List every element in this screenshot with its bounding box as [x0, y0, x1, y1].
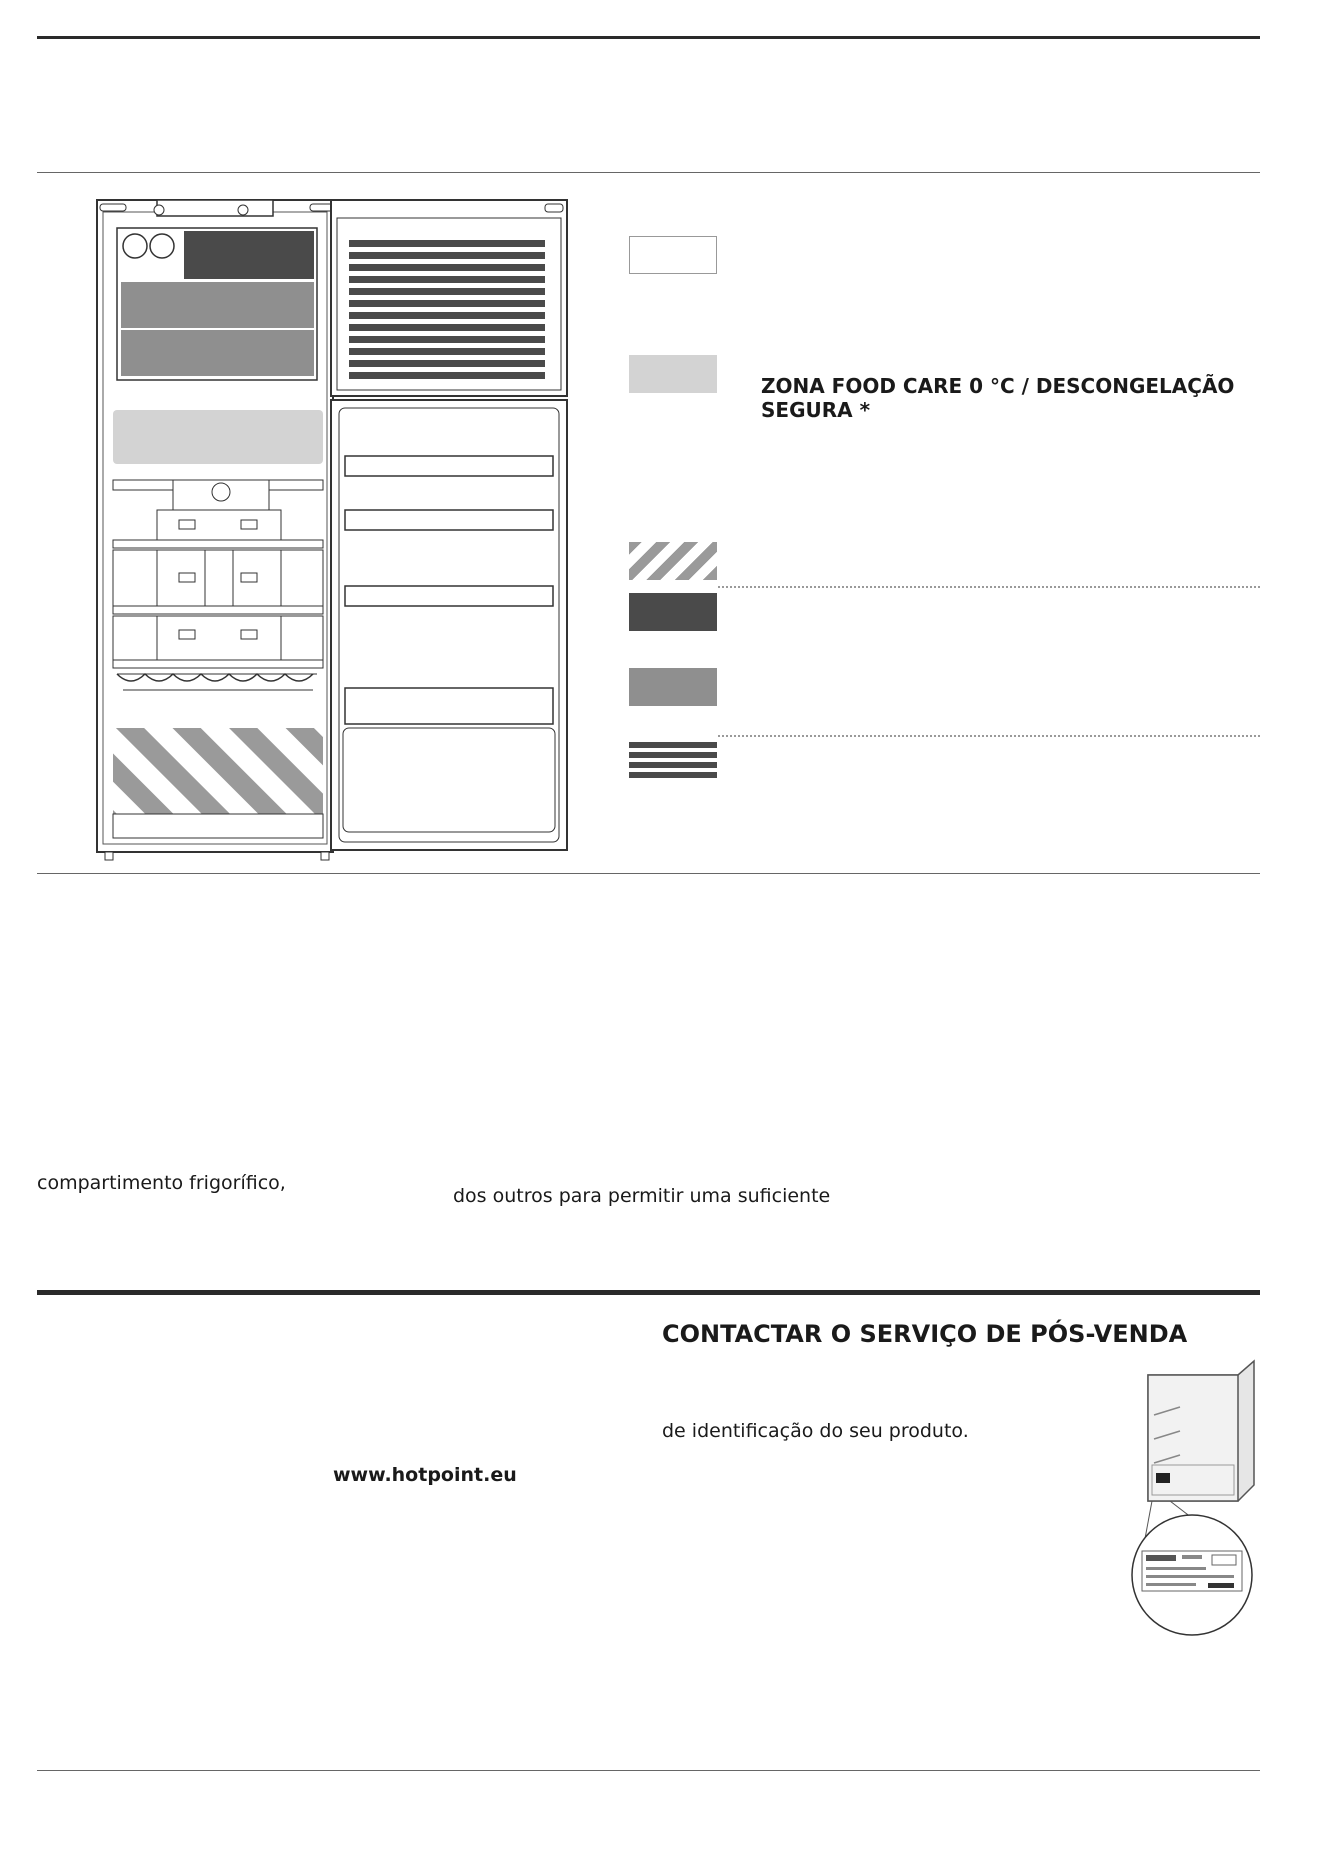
website-link[interactable]: www.hotpoint.eu: [333, 1464, 517, 1486]
legend-swatch-white: [629, 236, 717, 274]
legend-swatch-striped: [629, 542, 717, 580]
fridge-diagram: [95, 198, 575, 863]
legend-swatch-mid-gray: [629, 668, 717, 706]
legend-swatch-horizontal-lines: [629, 742, 717, 780]
text-fragment-compartment: compartimento frigorífico,: [37, 1172, 286, 1194]
rule-above-diagram: [37, 172, 1260, 173]
legend-swatch-light-gray: [629, 355, 717, 393]
legend-divider-2: [718, 735, 1260, 737]
top-rule: [37, 36, 1260, 39]
text-fragment-spacing: dos outros para permitir uma suficiente: [453, 1185, 831, 1207]
bottom-rule: [37, 1770, 1260, 1771]
food-care-zone-title: ZONA FOOD CARE 0 °C / DESCONGELAÇÃO SEGURA *: [761, 374, 1235, 422]
rating-plate-illustration: [1128, 1355, 1260, 1637]
legend-swatch-dark-gray: [629, 593, 717, 631]
rule-below-diagram: [37, 873, 1260, 874]
after-sales-title: CONTACTAR O SERVIÇO DE PÓS-VENDA: [662, 1320, 1188, 1348]
legend-divider-1: [718, 586, 1260, 588]
product-id-text: de identificação do seu produto.: [662, 1420, 969, 1442]
section-rule: [37, 1290, 1260, 1295]
